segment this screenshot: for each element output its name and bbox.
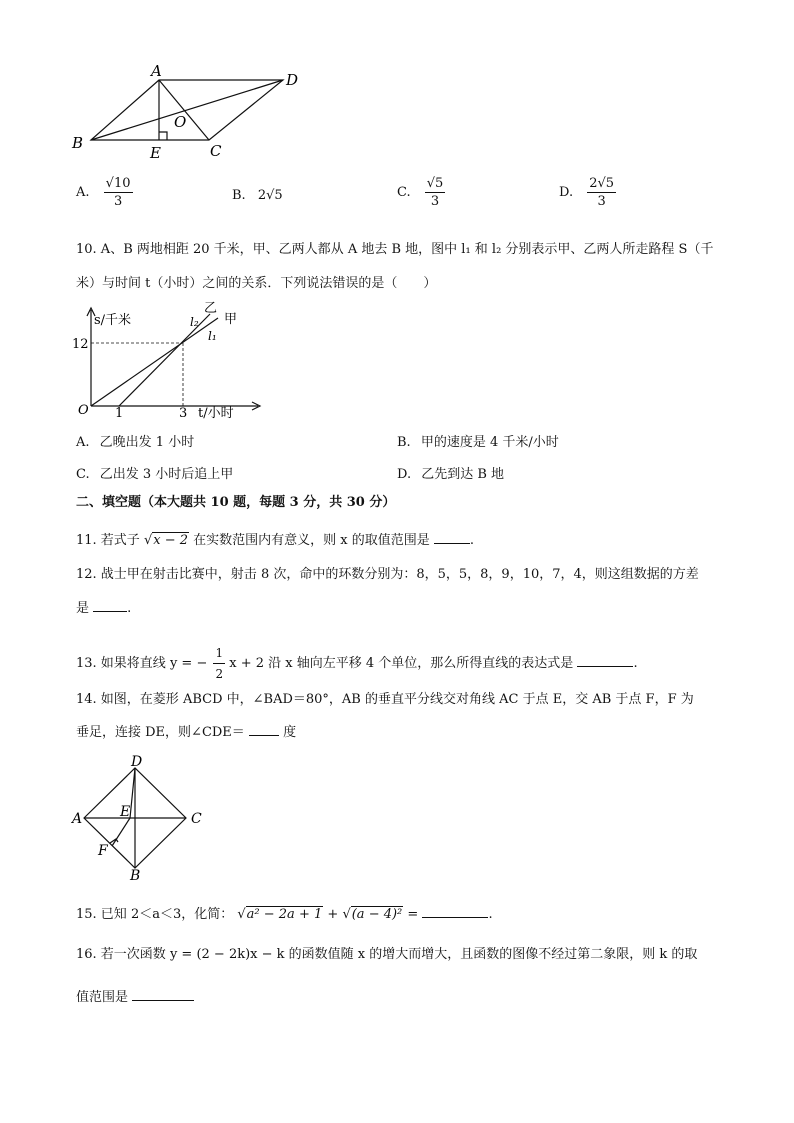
- q15-radical2: √(a − 4)²: [342, 907, 403, 922]
- q9-option-d-den: 3: [597, 194, 606, 209]
- q9-option-c-num: √5: [426, 176, 444, 191]
- q15-radicand1: a² − 2a + 1: [246, 907, 323, 922]
- q10-option-c-text: 乙出发 3 小时后追上甲: [99, 467, 234, 482]
- q13-line: 13. 如果将直线 y = − $\frac{1}{2}$ x + 2 沿 x 轴向左平移 4 个单位，那么所得直线的表达式是 .: [76, 646, 638, 681]
- q15-line: 15. 已知 2＜a＜3，化简： √a² − 2a + 1 + √(a − 4)² = .: [76, 904, 493, 924]
- x-tick-3: 3: [179, 406, 188, 421]
- label-yi: 乙: [204, 301, 218, 316]
- label-d: D: [286, 71, 299, 89]
- q9-option-c-den: 3: [430, 194, 440, 209]
- q9-option-c-fraction: [425, 176, 446, 209]
- q11-suffix: 在实数范围内有意义，则 x 的取值范围是: [193, 533, 430, 548]
- segment-de: [130, 768, 135, 818]
- label-l1: l₁: [208, 329, 217, 343]
- q10-option-d-text: 乙先到达 B 地: [421, 467, 505, 482]
- q15-radical1: √a² − 2a + 1: [237, 907, 323, 922]
- label-c: C: [210, 142, 222, 160]
- label-b: B: [130, 868, 141, 882]
- origin-label: O: [78, 403, 89, 418]
- q10-graph: [70, 298, 280, 422]
- q12-line1: 12. 战士甲在射击比赛中，射击 8 次，命中的环数分别为：8，5，5，8，9，10，7，4，则这组数据的方差: [76, 567, 699, 582]
- q16-answer-blank[interactable]: [132, 987, 194, 1001]
- q9-option-b-letter: B.: [232, 188, 246, 203]
- q12-line2: 是 .: [76, 598, 131, 618]
- q11-prefix: 11. 若式子: [76, 533, 140, 548]
- q14-unit: 度: [283, 725, 297, 740]
- q16-line1: 16. 若一次函数 y = (2 − 2k)x − k 的函数值随 x 的增大而增大，且函数的图像不经过第二象限，则 k 的取: [76, 947, 698, 962]
- q15-answer-blank[interactable]: [422, 904, 488, 918]
- q9-option-c[interactable]: [397, 176, 445, 209]
- q13-mid: x + 2 沿 x 轴向左平移 4 个单位，那么所得直线的表达式是: [229, 656, 574, 671]
- label-e: E: [120, 804, 131, 820]
- q9-option-a-num: √10: [105, 176, 131, 191]
- q15-eq: =: [407, 907, 419, 922]
- label-a: A: [151, 62, 162, 80]
- q16-line2-text: 值范围是: [76, 990, 129, 1005]
- q9-option-d-num: 2√5: [589, 176, 615, 191]
- q14-line1: 14. 如图，在菱形 ABCD 中，∠BAD＝80°，AB 的垂直平分线交对角线 AC 于点 E，交 AB 于点 F，F 为: [76, 692, 694, 707]
- label-l2: l₂: [190, 315, 199, 329]
- q10-option-a[interactable]: [76, 431, 194, 450]
- diagonal-ac: [159, 80, 209, 140]
- right-angle-mark: [159, 132, 167, 140]
- q14-answer-blank[interactable]: [249, 722, 279, 736]
- q15-prefix: 15. 已知 2＜a＜3，化简：: [76, 907, 234, 922]
- q9-option-a-letter: A.: [76, 185, 90, 200]
- label-a: A: [72, 811, 83, 827]
- q9-option-b[interactable]: [232, 188, 283, 203]
- label-b: B: [72, 134, 84, 152]
- q10-option-b-letter: B.: [397, 435, 411, 450]
- q9-option-d-letter: D.: [559, 185, 574, 200]
- q12-line2-text: 是: [76, 601, 90, 616]
- q10-option-c[interactable]: [76, 463, 233, 482]
- q14-figure: [66, 754, 216, 882]
- label-c: C: [191, 811, 202, 827]
- q10-option-b-text: 甲的速度是 4 千米/小时: [420, 435, 559, 450]
- q13-fraction: [213, 644, 225, 683]
- x-axis-label: t/小时: [198, 406, 234, 421]
- diagonal-bd: [91, 80, 283, 140]
- q9-option-a-den: 3: [113, 194, 123, 209]
- q10-option-a-text: 乙晚出发 1 小时: [99, 435, 195, 450]
- q10-line1: 10. A、B 两地相距 20 千米，甲、乙两人都从 A 地去 B 地，图中 l₁ 和 l₂ 分别表示甲、乙两人所走路程 S（千: [76, 242, 714, 257]
- q12-answer-blank[interactable]: [93, 598, 127, 612]
- q9-figure: [66, 60, 316, 164]
- label-jia: 甲: [224, 312, 238, 327]
- q15-plus: +: [327, 907, 339, 922]
- section-2-title: 二、填空题（本大题共 10 题，每题 3 分，共 30 分）: [76, 495, 396, 510]
- q9-option-c-letter: C.: [397, 185, 411, 200]
- q11-answer-blank[interactable]: [434, 530, 470, 544]
- q14-line2: [76, 722, 296, 742]
- q11-radical: √x − 2: [143, 533, 189, 548]
- q10-option-a-letter: A.: [76, 435, 90, 450]
- q10-option-d-letter: D.: [397, 467, 412, 482]
- q9-option-a-fraction: [104, 176, 133, 209]
- y-axis-label: s/千米: [94, 313, 132, 328]
- q10-option-d[interactable]: [397, 463, 504, 482]
- y-tick-12: 12: [72, 337, 89, 352]
- q13-frac-den: 2: [215, 667, 224, 681]
- q10-option-c-letter: C.: [76, 467, 90, 482]
- q9-option-a[interactable]: [76, 176, 133, 209]
- q14-line2-text: 垂足，连接 DE，则∠CDE＝: [76, 725, 245, 740]
- q15-radicand2: (a − 4)²: [351, 907, 403, 922]
- perp-bisector-fe: [112, 818, 130, 846]
- q13-frac-num: 1: [213, 644, 225, 664]
- q9-option-d[interactable]: [559, 176, 616, 209]
- x-tick-1: 1: [115, 406, 124, 421]
- q13-answer-blank[interactable]: [577, 653, 633, 667]
- line-l1-jia: [91, 318, 218, 406]
- label-d: D: [131, 754, 143, 770]
- q11-line: 11. 若式子 √x − 2 在实数范围内有意义，则 x 的取值范围是 .: [76, 530, 474, 550]
- q9-option-b-value: 2√5: [257, 188, 283, 203]
- q13-prefix: 13. 如果将直线 y = −: [76, 656, 208, 671]
- q10-line2: 米）与时间 t（小时）之间的关系．下列说法错误的是（ ）: [76, 276, 437, 291]
- q10-option-b[interactable]: [397, 431, 559, 450]
- label-f: F: [98, 843, 108, 859]
- q9-option-d-fraction: [587, 176, 616, 209]
- label-e: E: [150, 144, 161, 162]
- label-o: O: [174, 113, 187, 131]
- q16-line2: [76, 987, 194, 1007]
- q11-radicand: x − 2: [153, 533, 189, 548]
